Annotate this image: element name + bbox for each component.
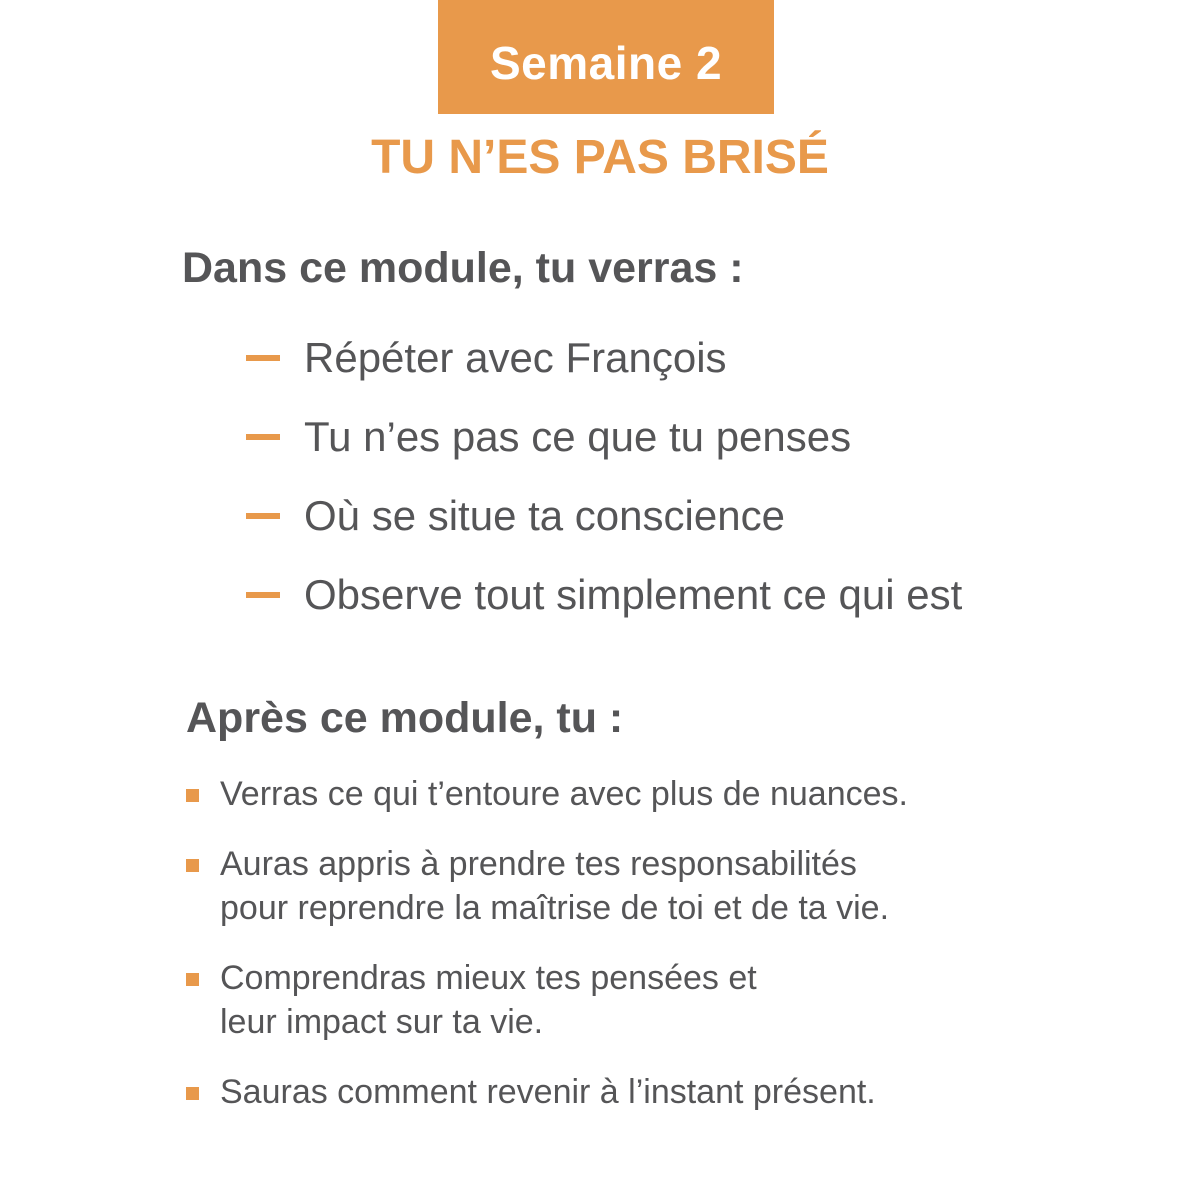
outcome-text bbox=[220, 772, 908, 816]
topic-text: Observe tout simplement ce qui est bbox=[304, 570, 963, 618]
outcome-text bbox=[220, 956, 757, 1044]
after-section-heading: Après ce module, tu : bbox=[186, 694, 624, 742]
outcome-line: Comprendras mieux tes pensées et bbox=[220, 959, 757, 997]
square-bullet-icon bbox=[186, 973, 199, 986]
outcome-item bbox=[186, 1070, 1086, 1114]
outcome-line: pour reprendre la maîtrise de toi et de ta vie. bbox=[220, 889, 890, 927]
dash-bullet-icon bbox=[246, 592, 280, 598]
week-label: Semaine 2 bbox=[489, 37, 723, 89]
module-title: TU N’ES PAS BRISÉ bbox=[371, 131, 829, 184]
topic-item bbox=[246, 397, 962, 476]
square-bullet-icon bbox=[186, 859, 199, 872]
outcome-item bbox=[186, 842, 1086, 930]
topics-list bbox=[246, 318, 962, 634]
dash-bullet-icon bbox=[246, 513, 280, 519]
outcome-item bbox=[186, 772, 1086, 816]
outcomes-list bbox=[186, 772, 1086, 1114]
outcome-line: Sauras comment revenir à l’instant présent. bbox=[220, 1073, 876, 1111]
topic-text: Où se situe ta conscience bbox=[304, 491, 785, 539]
square-bullet-icon bbox=[186, 1087, 199, 1100]
topic-text: Tu n’es pas ce que tu penses bbox=[304, 412, 852, 460]
week-badge bbox=[438, 0, 774, 114]
see-section-heading: Dans ce module, tu verras : bbox=[182, 244, 744, 292]
topic-text: Répéter avec François bbox=[304, 333, 727, 381]
outcome-line: leur impact sur ta vie. bbox=[220, 1003, 544, 1041]
dash-bullet-icon bbox=[246, 355, 280, 361]
outcome-text bbox=[220, 842, 889, 930]
outcome-text bbox=[220, 1070, 876, 1114]
topic-item bbox=[246, 476, 962, 555]
topic-item bbox=[246, 555, 962, 634]
outcome-line: Auras appris à prendre tes responsabilités bbox=[220, 845, 857, 883]
dash-bullet-icon bbox=[246, 434, 280, 440]
outcome-line: Verras ce qui t’entoure avec plus de nuances. bbox=[220, 775, 908, 813]
square-bullet-icon bbox=[186, 789, 199, 802]
outcome-item bbox=[186, 956, 1086, 1044]
topic-item bbox=[246, 318, 962, 397]
